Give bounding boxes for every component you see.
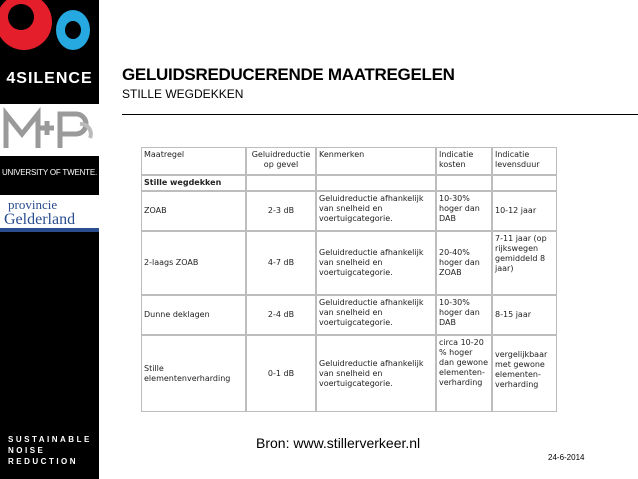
table-cell: Geluidreductie afhankelijk van snelheid en voertuigcategorie.	[316, 191, 436, 231]
source-caption: Bron: www.stillerverkeer.nl	[256, 435, 421, 451]
measures-table	[141, 147, 557, 412]
slide-title: GELUIDSREDUCERENDE MAATREGELEN	[122, 65, 455, 84]
table-cell: Geluidreductie afhankelijk van snelheid en voertuigcategorie.	[316, 335, 436, 412]
table-header: Indicatie kosten	[436, 147, 492, 175]
table-header: Maatregel	[141, 147, 246, 175]
slide-date: 24-6-2014	[548, 453, 585, 462]
province-small: provincie	[8, 197, 58, 212]
table-cell: 10-30% hoger dan DAB	[436, 295, 492, 335]
table-cell: Geluidreductie afhankelijk van snelheid en voertuigcategorie.	[316, 295, 436, 335]
table-section: Stille wegdekken	[141, 175, 246, 191]
mp-logo-icon	[0, 104, 99, 156]
table-cell: 2-laags ZOAB	[141, 231, 246, 295]
table-cell: 10-12 jaar	[492, 191, 557, 231]
table-cell: Stille elementenverharding	[141, 335, 246, 412]
table-cell: 20-40% hoger dan ZOAB	[436, 231, 492, 295]
slide-subtitle: STILLE WEGDEKKEN	[122, 87, 244, 101]
table-cell: 8-15 jaar	[492, 295, 557, 335]
university-logo: UNIVERSITY OF TWENTE.	[1, 168, 98, 177]
province-big: Gelderland	[4, 211, 76, 228]
slogan-line-1: SUSTAINABLE	[8, 435, 92, 444]
table-cell: circa 10-20 % hoger dan gewone elementen-verharding	[436, 335, 492, 412]
slogan	[8, 434, 92, 467]
table-cell: Geluidreductie afhankelijk van snelheid en voertuigcategorie.	[316, 231, 436, 295]
sidebar	[0, 0, 99, 479]
table-cell: 2-4 dB	[246, 295, 316, 335]
table-cell: 2-3 dB	[246, 191, 316, 231]
4silence-logo	[0, 0, 99, 103]
table-cell: 4-7 dB	[246, 231, 316, 295]
brand-name: 4SILENCE	[6, 70, 93, 87]
red-circle-icon	[0, 0, 52, 50]
blue-circle-icon	[56, 10, 90, 50]
slogan-line-3: REDUCTION	[8, 457, 79, 466]
table-header: Kenmerken	[316, 147, 436, 175]
table-cell: 10-30% hoger dan DAB	[436, 191, 492, 231]
table-header: Geluidreductie op gevel	[246, 147, 316, 175]
title-divider	[122, 114, 638, 115]
table-cell: vergelijkbaar met gewone elementen-verharding	[492, 335, 557, 412]
province-logo	[0, 195, 99, 232]
table-cell: Dunne deklagen	[141, 295, 246, 335]
table-cell: 0-1 dB	[246, 335, 316, 412]
table-header: Indicatie levensduur	[492, 147, 557, 175]
table-cell: ZOAB	[141, 191, 246, 231]
slogan-line-2: NOISE	[8, 446, 46, 455]
table-cell: 7-11 jaar (op rijkswegen gemiddeld 8 jaar)	[492, 231, 557, 295]
